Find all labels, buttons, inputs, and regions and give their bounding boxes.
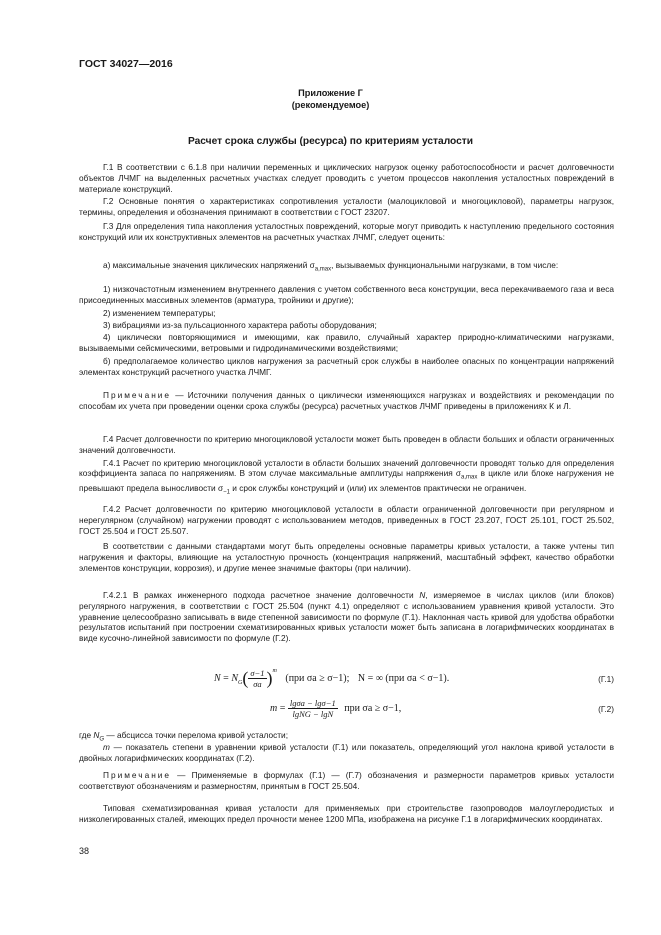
- paragraph-g2: Г.2 Основные понятия о характеристиках сопротивления усталости (малоцикловой и многоцикловой), параметры нагрузок, термины, определения и обозначения принимают в соответствии с ГОСТ 23207.: [79, 196, 614, 217]
- formula-g1-numerator: σ−1: [250, 668, 265, 678]
- list-item-4: 4) циклически повторяющимися и имеющими, как правило, случайный характер природно-климатическими нагрузками, вызываемыми сейсмическими, ветровыми и гидродинамическими воздействиями;: [79, 332, 614, 353]
- g41-subscript-amax: a,max: [461, 475, 478, 482]
- g41-subscript-minus1: −1: [223, 490, 230, 497]
- item-a-subscript: a,max: [314, 266, 332, 273]
- list-item-1: 1) низкочастотным изменением внутреннего давления с учетом собственного веса конструкции, веса перекачиваемого газа и веса присоединенных массивных элементов (арматура, тройники и другие);: [79, 284, 614, 305]
- paragraph-g3: Г.3 Для определения типа накопления усталостных повреждений, которые могут приводить к наступлению предельного состояния конструкций или их конструктивных элементов на расчетных участках ЛЧМГ, следует оценить:: [79, 221, 614, 242]
- list-item-2: 2) изменением температуры;: [103, 308, 216, 318]
- note-1: [79, 390, 614, 412]
- formula-g2-denominator: lgNG − lgN: [292, 709, 334, 719]
- formula-g1-fraction: [248, 668, 266, 689]
- definition-m: [79, 742, 614, 764]
- paragraph-g42: Г.4.2 Расчет долговечности по критерию многоцикловой усталости в области ограниченной долговечности при регулярном и нерегулярном (случайном) нагружении проводят с использованием методов, приведенных в ГОСТ 23.207, ГОСТ 25.101, ГОСТ 25.502, ГОСТ 25.504 и ГОСТ 25.507.: [79, 504, 614, 536]
- definition-ng-subscript: G: [99, 736, 105, 743]
- appendix-label: Приложение Г: [298, 88, 363, 98]
- list-item-3: 3) вибрациями из-за пульсационного характера работы оборудования;: [103, 320, 377, 330]
- section-title: Расчет срока службы (ресурса) по критериям усталости: [187, 136, 474, 147]
- definition-m-variable: m: [103, 742, 110, 752]
- formula-g1-body: [214, 668, 449, 689]
- formula-g1-denominator: σa: [253, 679, 262, 689]
- formula-g2-condition: при σa ≥ σ−1,: [344, 702, 402, 714]
- standard-header: ГОСТ 34027—2016: [79, 58, 173, 70]
- paragraph-g1: Г.1 В соответствии с 6.1.8 при наличии переменных и циклических нагрузок оценку работоспособности и расчет долговечности объектов ЛЧМГ на выделенных расчетных участках следует проводить с учетом процессов накопления усталостных повреждений в материале конструкций.: [79, 162, 614, 194]
- formula-g2: [0, 696, 661, 726]
- note-2-label: Примечание: [103, 770, 172, 780]
- formula-g1-exponent: m: [272, 668, 277, 675]
- paragraph-standards: В соответствии с данными стандартами могут быть определены основные параметры кривых усталости, а также учтены тип нагружения и факторы, влияющие на усталостную прочность (концентрация напряжений, масштабный эффект, качество обработки элементов конструкции, коррозия), и другие менее значимые факторы (при наличии).: [79, 541, 614, 573]
- g421-text-end: , измеряемое в числах циклов (или блоков) регулярного нагружения, в соответствии с ГОСТ 25.504 (пункт 4.1) определяют с использованием уравнения кривой усталости. Это уравнение целесообразно записывать в виде степенной зависимости по формуле (Г.1). Наклонная часть кривой для удобства обработки результатов испытаний при построении схематизированных кривых усталости может быть записана в логарифмических координатах в виде кусочно-линейной зависимости по формуле (Г.2).: [79, 590, 614, 644]
- note-2: [79, 770, 614, 792]
- formula-g2-body: [270, 698, 401, 719]
- formula-g1-paren-close: ): [266, 668, 273, 689]
- formula-g1-condition: (при σa ≥ σ−1);: [285, 672, 350, 684]
- definition-ng-where: где: [79, 730, 94, 740]
- note-2-text: — Применяемые в формулах (Г.1) — (Г.7) обозначения и размерности параметров кривых усталости соответствуют обозначениям и размерностям, принятым в ГОСТ 25.504.: [79, 770, 614, 791]
- formula-g2-number: (Г.2): [598, 704, 614, 714]
- appendix-status: (рекомендуемое): [291, 100, 370, 110]
- formula-g2-numerator: lgσa − lgσ−1: [289, 698, 336, 708]
- paragraph-g41: [79, 458, 614, 499]
- formula-g1-lhs: N: [214, 672, 221, 684]
- item-a-text-start: а) максимальные значения циклических напряжений σ: [103, 260, 315, 270]
- formula-g2-fraction: [288, 698, 338, 719]
- formula-g1-equals: =: [220, 672, 232, 684]
- formula-g2-lhs: m: [270, 702, 278, 714]
- formula-g1-ng-sub: G: [237, 679, 243, 686]
- formula-g1-number: (Г.1): [598, 674, 614, 684]
- note-1-label: Примечание: [103, 390, 172, 400]
- g41-text-end: и срок службы конструкций и (или) их элементов практически не ограничен.: [229, 483, 527, 494]
- definition-m-text: — показатель степени в уравнении кривой усталости (Г.1) или показатель, определяющий угол наклона кривой усталости в двойных логарифмических координатах (Г.2).: [79, 742, 614, 763]
- formula-g1-ng: N: [231, 672, 238, 684]
- formula-g2-equals: =: [277, 702, 288, 714]
- paragraph-item-b: б) предполагаемое количество циклов нагружения за расчетный срок службы в наиболее опасных по концентрации напряжений элементах конструкций расчетного участка ЛЧМГ.: [79, 356, 614, 377]
- item-a-text-end: , вызываемых функциональными нагрузками, в том числе:: [331, 260, 559, 270]
- paragraph-g4: Г.4 Расчет долговечности по критерию многоцикловой усталости может быть проведен в области больших и области ограниченных значений долговечности.: [79, 434, 614, 455]
- note-1-text: — Источники получения данных о циклически изменяющихся нагрузках и воздействиях и рекомендации по способам их учета при проведении оценки срока службы (ресурса) расчетных участков ЛЧМГ приведены в приложениях К и Л.: [79, 390, 614, 411]
- paragraph-g421: [79, 590, 614, 644]
- formula-g1-paren-open: (: [242, 668, 249, 689]
- formula-g1-alternative: N = ∞ (при σa < σ−1).: [357, 672, 450, 684]
- page-number: 38: [79, 846, 90, 856]
- g421-text-start: Г.4.2.1 В рамках инженерного подхода расчетное значение долговечности: [103, 590, 420, 600]
- paragraph-item-a: [79, 260, 614, 275]
- paragraph-final: Типовая схематизированная кривая усталости для применяемых при строительстве газопроводов малоуглеродистых и низколегированных сталей, имеющих предел прочности менее 1200 МПа, изображена на рисунке Г.1 в логарифмических координатах.: [79, 803, 614, 824]
- g41-text-mid: в цикле или блоке нагружения не превышают предела выносливости σ: [79, 468, 614, 494]
- definition-ng-text: — абсцисса точки перелома кривой усталости;: [104, 730, 288, 740]
- g421-variable-n: N: [419, 590, 426, 600]
- definition-ng-variable: N: [93, 730, 100, 740]
- g41-text-start: Г.4.1 Расчет по критерию многоцикловой усталости в области больших значений долговечности проводят только для определения коэффициента запаса по напряжениям. В этом случае максимальные амплитуды напряжения σ: [79, 458, 614, 479]
- formula-g1: [0, 666, 661, 696]
